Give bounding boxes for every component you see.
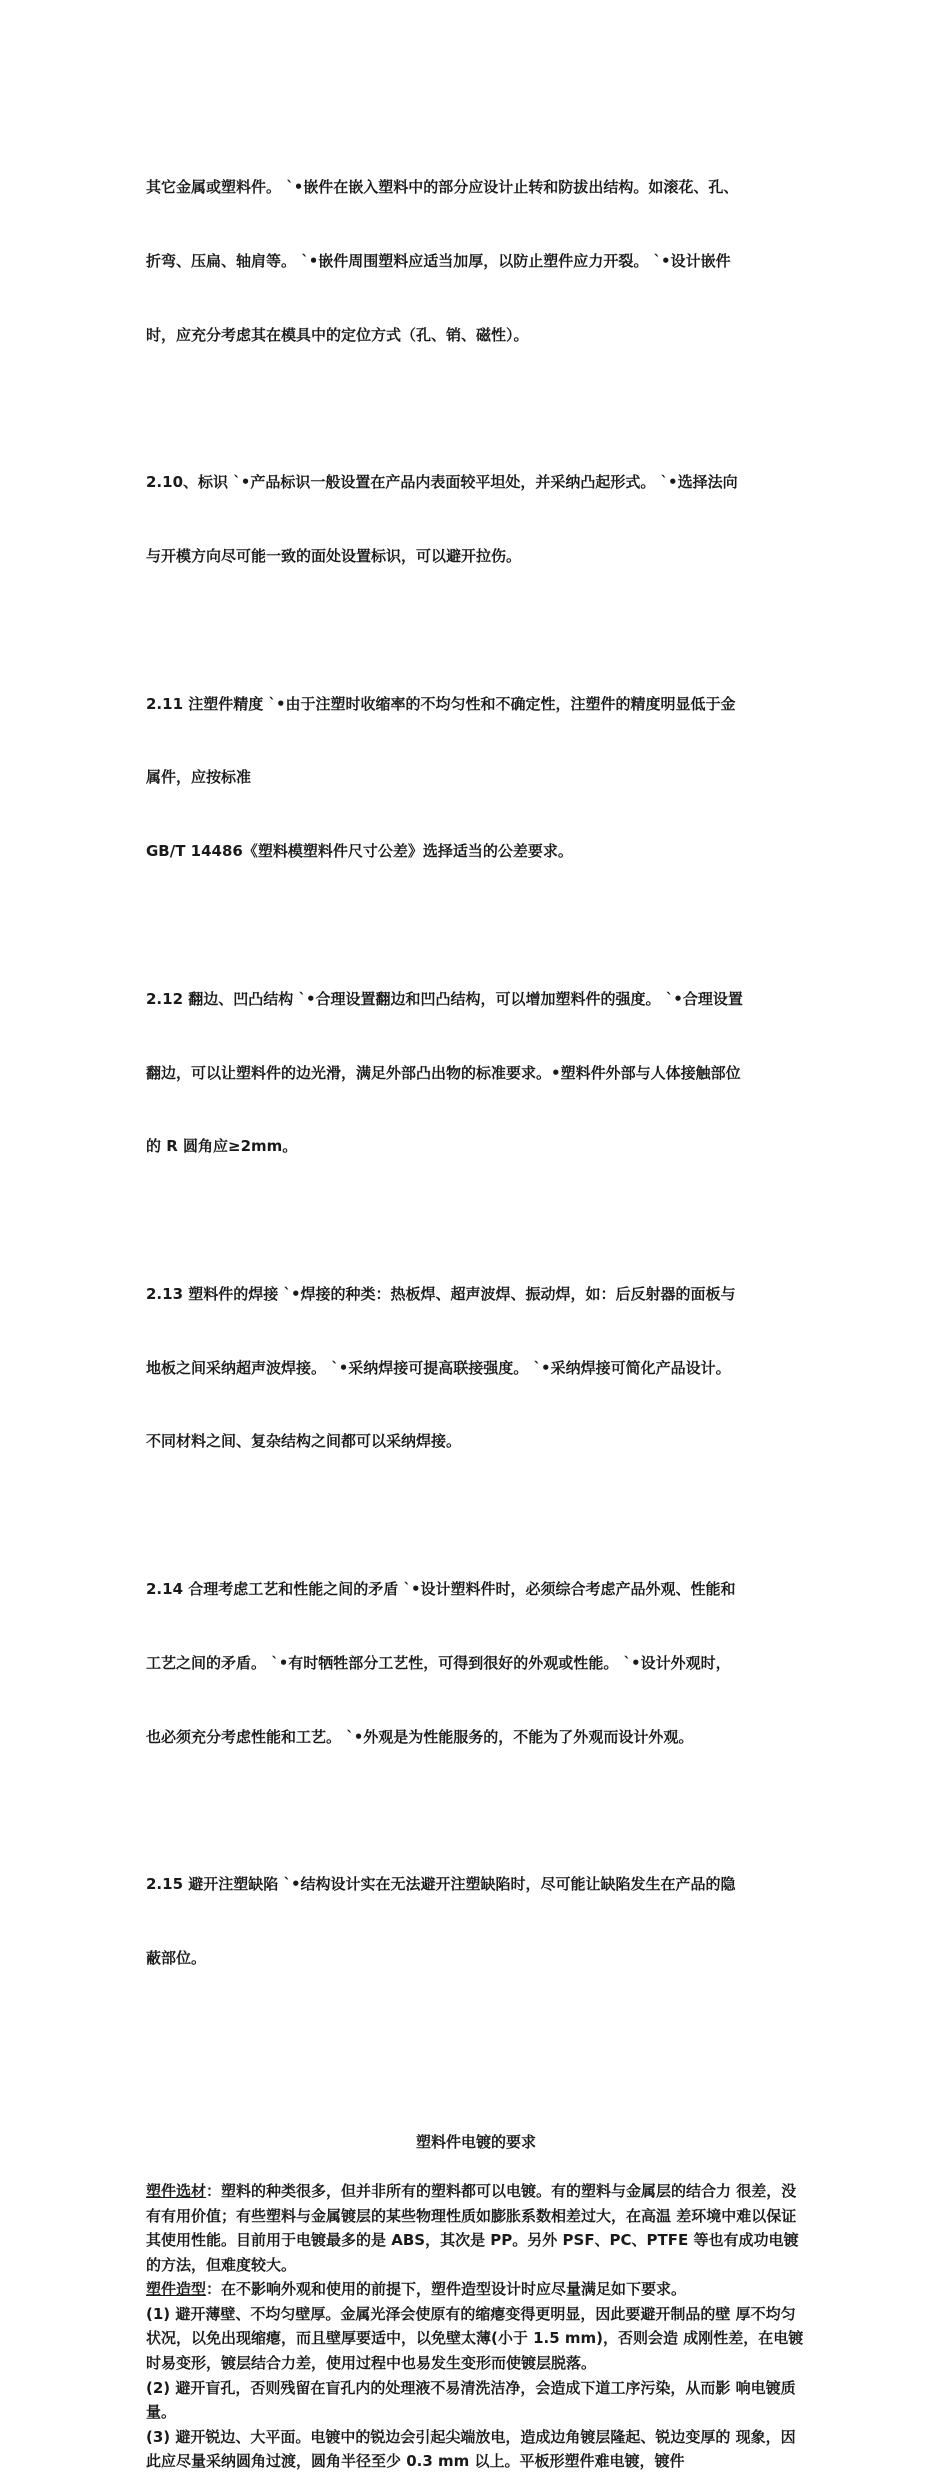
text-line [146,2182,731,2200]
text-line: 的 R 圆角应≥2mm。 [146,1137,298,1156]
text-line: 2.12 翻边、凹凸结构 `•合理设置翻边和凹凸结构，可以增加塑料件的强度。 `•合理设置 [146,989,743,1008]
paragraph-2-14-tradeoff [146,1528,806,1799]
list-item-thin-walls [146,2302,806,2376]
material-text: ：塑料的种类很多，但并非所有的塑料都可以电镀。有的塑料与金属层的结合力 [206,2181,732,2200]
text-line: 工艺之间的矛盾。 `•有时牺牲部分工艺性，可得到很好的外观或性能。 `•设计外观时， [146,1653,731,1672]
paragraph-2-15-defects [146,1823,806,2020]
shape-label: 塑件造型 [146,2280,207,2299]
text-line [146,2280,686,2298]
text-line: 也必须充分考虑性能和工艺。 `•外观是为性能服务的，不能为了外观而设计外观。 [146,1727,694,1746]
paragraph-material-selection [146,2179,806,2277]
text-line: 与开模方向尽可能一致的面处设置标识，可以避开拉伤。 [146,547,522,566]
text-line: (2) 避开盲孔，否则残留在盲孔内的处理液不易清洗洁净，会造成下道工序污染，从而影 [146,2378,731,2397]
text-line: 属件，应按标准 [146,768,252,787]
text-line: 翻边，可以让塑料件的边光滑，满足外部凸出物的标准要求。•塑料件外部与人体接触部位 [146,1063,741,1082]
shape-text: ：在不影响外观和使用的前提下，塑件造型设计时应尽量满足如下要求。 [206,2280,687,2299]
text-line: 时，应充分考虑其在模具中的定位方式（孔、销、磁性）。 [146,325,529,344]
text-line: 很差，没有有用价值；有些塑料与金属镀层的某些物理性质如膨胀系数相差过大，在高温 [146,2181,797,2225]
text-line: 其它金属或塑料件。 `•嵌件在嵌入塑料中的部分应设计止转和防拔出结构。如滚花、孔、 [146,178,739,197]
text-line: 厚不均匀状况，以免出现缩瘪，而且壁厚要适中，以免壁太薄(小于 1.5 mm)，否则会造 [146,2304,796,2348]
text-line: (3) 避开锐边、大平面。电镀中的锐边会引起尖端放电，造成边角镀层隆起、锐边变厚的 [146,2427,731,2446]
text-line: 不同材料之间、复杂结构之间都可以采纳焊接。 [146,1432,462,1451]
material-label: 塑件选材 [146,2181,207,2200]
paragraph-part-shape [146,2277,806,2302]
text-line: 折弯、压扁、轴肩等。 `•嵌件周围塑料应适当加厚，以防止塑件应力开裂。 `•设计嵌件 [146,251,731,270]
text-line: 2.15 避开注塑缺陷 `•结构设计实在无法避开注塑缺陷时，尽可能让缺陷发生在产品的隐 [146,1875,736,1894]
section-spacer [146,2044,806,2130]
text-line: GB/T 14486《塑料模塑料件尺寸公差》选择适当的公差要求。 [146,842,573,861]
text-line: 蔽部位。 [146,1948,207,1967]
text-line: 2.13 塑料件的焊接 `•焊接的种类：热板焊、超声波焊、振动焊，如：后反射器的面板与 [146,1284,736,1303]
text-line: 差环境中难以保证其使用性能。目前用于电镀最多的是 ABS，其次是 PP。另外 [146,2206,797,2250]
text-line: 响电镀质量。 [146,2378,796,2422]
text-line: 2.10、标识 `•产品标识一般设置在产品内表面较平坦处，并采纳凸起形式。 `•选择法向 [146,473,738,492]
text-line: 2.14 合理考虑工艺和性能之间的矛盾 `•设计塑料件时，必须综合考虑产品外观、性能和 [146,1580,736,1599]
text-line: (1) 避开薄壁、不均匀壁厚。金属光泽会使原有的缩瘪变得更明显，因此要避开制品的壁 [146,2304,731,2323]
paragraph-2-13-welding [146,1233,806,1504]
paragraph-2-10-marking [146,421,806,618]
document-page [146,126,806,2474]
paragraph-2-11-precision [146,642,806,913]
text-line: PSF、PC、PTFE 等也有成功电镀的方法，但难度较大。 [146,2231,799,2274]
list-item-sharp-edges [146,2425,806,2474]
text-line: 2.11 注塑件精度 `•由于注塑时收缩率的不均匀性和不确定性，注塑件的精度明显低于金 [146,694,736,713]
section-title: 塑料件电镀的要求 [415,2133,536,2152]
paragraph-2-12-flanging [146,938,806,1209]
list-item-blind-holes [146,2376,806,2425]
text-line: 现象，因此应尽量采纳圆角过渡，圆角半径至少 0.3 mm 以上。平板形塑件难电镀，镀件 [146,2427,796,2471]
text-line: 成刚性差，在电镀时易变形，镀层结合力差，使用过程中也易发生变形而使镀层脱落。 [146,2329,804,2373]
text-line: 地板之间采纳超声波焊接。 `•采纳焊接可提高联接强度。 `•采纳焊接可简化产品设计。 [146,1358,731,1377]
paragraph-insert-design [146,126,806,397]
